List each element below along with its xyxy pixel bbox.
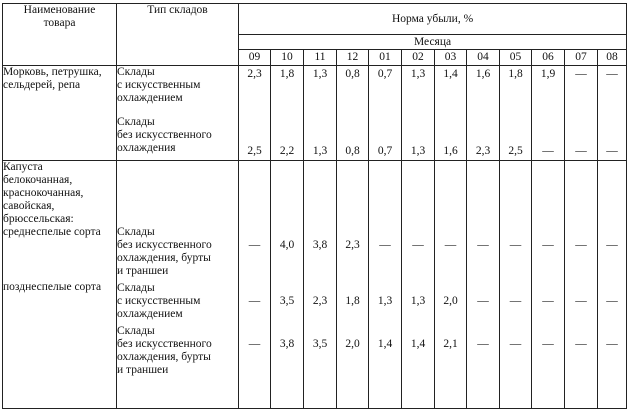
month-header: 04 bbox=[467, 50, 500, 66]
value-cell: — bbox=[542, 338, 554, 350]
value-cell: — bbox=[248, 239, 261, 251]
value-cell: 2,5 bbox=[508, 145, 523, 157]
value-cell: — bbox=[509, 239, 522, 251]
type-line: охлаждения bbox=[117, 142, 176, 154]
value-cell: — bbox=[477, 239, 489, 251]
type-line: Склады bbox=[117, 116, 155, 128]
type-cell bbox=[117, 161, 239, 409]
type-line: охлаждением bbox=[117, 308, 183, 320]
header-norm: Норма убыли, % bbox=[239, 4, 627, 35]
value-cell: 1,3 bbox=[410, 145, 426, 157]
value-cell: 1,6 bbox=[443, 145, 458, 157]
value-cell: — bbox=[444, 239, 457, 251]
value-cell: — bbox=[575, 145, 587, 157]
type-line: без искусственного bbox=[117, 338, 212, 350]
value-cell: 1,9 bbox=[540, 68, 556, 80]
month-header: 03 bbox=[435, 50, 467, 66]
type-line: и траншеи bbox=[117, 265, 169, 277]
value-cell: — bbox=[379, 239, 391, 251]
value-cell: 1,8 bbox=[345, 295, 360, 307]
month-header: 02 bbox=[402, 50, 435, 66]
month-header: 07 bbox=[565, 50, 598, 66]
value-cell: 1,3 bbox=[410, 68, 426, 80]
type-line: и траншеи bbox=[117, 364, 169, 376]
product-line: Капуста bbox=[3, 161, 43, 173]
type-line: охлаждения, бурты bbox=[117, 252, 211, 264]
product-line: позднеспелые сорта bbox=[3, 281, 102, 293]
value-cell: 2,2 bbox=[279, 145, 295, 157]
value-cell: 0,8 bbox=[345, 68, 360, 80]
value-cell: 3,8 bbox=[279, 338, 295, 350]
value-cell: 2,0 bbox=[345, 338, 360, 350]
product-line: сельдерей, репа bbox=[3, 79, 81, 91]
header-product bbox=[3, 4, 117, 66]
value-cell: — bbox=[542, 145, 554, 157]
value-cell: — bbox=[412, 239, 424, 251]
header-product-line: Наименование bbox=[23, 4, 96, 16]
value-cell: 0,8 bbox=[345, 145, 360, 157]
value-cell: — bbox=[575, 295, 587, 307]
value-cell: 2,5 bbox=[247, 145, 262, 157]
value-cell: 3,5 bbox=[279, 295, 295, 307]
month-header: 05 bbox=[500, 50, 532, 66]
value-cell: — bbox=[248, 338, 261, 350]
value-cell: 1,3 bbox=[410, 295, 426, 307]
product-line: среднеспелые сорта bbox=[3, 226, 101, 238]
norm-table bbox=[2, 3, 627, 409]
table-row bbox=[3, 161, 627, 409]
product-cell bbox=[3, 66, 117, 161]
value-cell: — bbox=[542, 239, 554, 251]
value-cell: — bbox=[477, 295, 489, 307]
value-cell: — bbox=[606, 239, 618, 251]
type-line: охлаждения, бурты bbox=[117, 351, 211, 363]
value-cell: — bbox=[606, 295, 618, 307]
value-cell: — bbox=[606, 145, 618, 157]
value-cell: — bbox=[248, 295, 261, 307]
value-cell: 2,3 bbox=[475, 145, 491, 157]
value-cell: 2,3 bbox=[345, 239, 360, 251]
month-header: 01 bbox=[369, 50, 402, 66]
value-cell: 1,4 bbox=[410, 338, 426, 350]
month-header: 11 bbox=[304, 50, 337, 66]
header-product-line: товара bbox=[43, 17, 76, 29]
value-cell: — bbox=[575, 68, 587, 80]
value-cell: 2,1 bbox=[443, 338, 458, 350]
value-cell: 1,6 bbox=[475, 68, 491, 80]
month-header: 12 bbox=[337, 50, 369, 66]
value-cell: — bbox=[542, 295, 554, 307]
value-cell: — bbox=[575, 338, 587, 350]
value-cell: 0,7 bbox=[377, 145, 393, 157]
product-line: белокочанная, bbox=[3, 174, 73, 186]
type-line: Склады bbox=[117, 282, 155, 294]
value-cell: 2,3 bbox=[247, 68, 262, 80]
type-line: без искусственного bbox=[117, 239, 212, 251]
month-header: 06 bbox=[532, 50, 565, 66]
type-line: без искусственного bbox=[117, 129, 212, 141]
product-cell bbox=[3, 161, 117, 409]
value-cell: 3,5 bbox=[312, 338, 328, 350]
value-cell: 1,3 bbox=[377, 295, 393, 307]
value-cell: — bbox=[606, 338, 618, 350]
month-header: 08 bbox=[598, 50, 627, 66]
table-row bbox=[3, 66, 627, 161]
value-cell: 4,0 bbox=[279, 239, 295, 251]
product-line: Морковь, петрушка, bbox=[3, 66, 102, 78]
value-cell: 2,0 bbox=[443, 295, 458, 307]
type-line: с искусственным bbox=[117, 79, 201, 91]
value-cell: 1,8 bbox=[279, 68, 295, 80]
value-cell: 0,7 bbox=[377, 68, 393, 80]
product-line: краснокочанная, bbox=[3, 187, 84, 199]
month-header: 10 bbox=[271, 50, 304, 66]
value-cell: 1,8 bbox=[508, 68, 523, 80]
value-cell: 1,3 bbox=[312, 145, 328, 157]
type-line: Склады bbox=[117, 66, 155, 78]
value-cell: 1,4 bbox=[443, 68, 458, 80]
product-line: савойская, bbox=[3, 200, 55, 212]
value-cell: 1,4 bbox=[377, 338, 393, 350]
month-header: 09 bbox=[239, 50, 271, 66]
type-line: охлаждением bbox=[117, 92, 183, 104]
value-cell: — bbox=[477, 338, 489, 350]
value-cell: 1,3 bbox=[312, 68, 328, 80]
value-cell: — bbox=[509, 295, 522, 307]
type-cell bbox=[117, 66, 239, 161]
header-months: Месяца bbox=[239, 35, 627, 50]
value-cell: — bbox=[575, 239, 587, 251]
header-type: Тип складов bbox=[117, 4, 239, 66]
value-cell: 2,3 bbox=[312, 295, 328, 307]
value-cell: — bbox=[606, 68, 618, 80]
value-cell: — bbox=[509, 338, 522, 350]
type-line: Склады bbox=[117, 325, 155, 337]
value-cell: 3,8 bbox=[312, 239, 328, 251]
type-line: с искусственным bbox=[117, 295, 201, 307]
product-line: брюссельская: bbox=[3, 213, 74, 225]
type-line: Склады bbox=[117, 226, 155, 238]
